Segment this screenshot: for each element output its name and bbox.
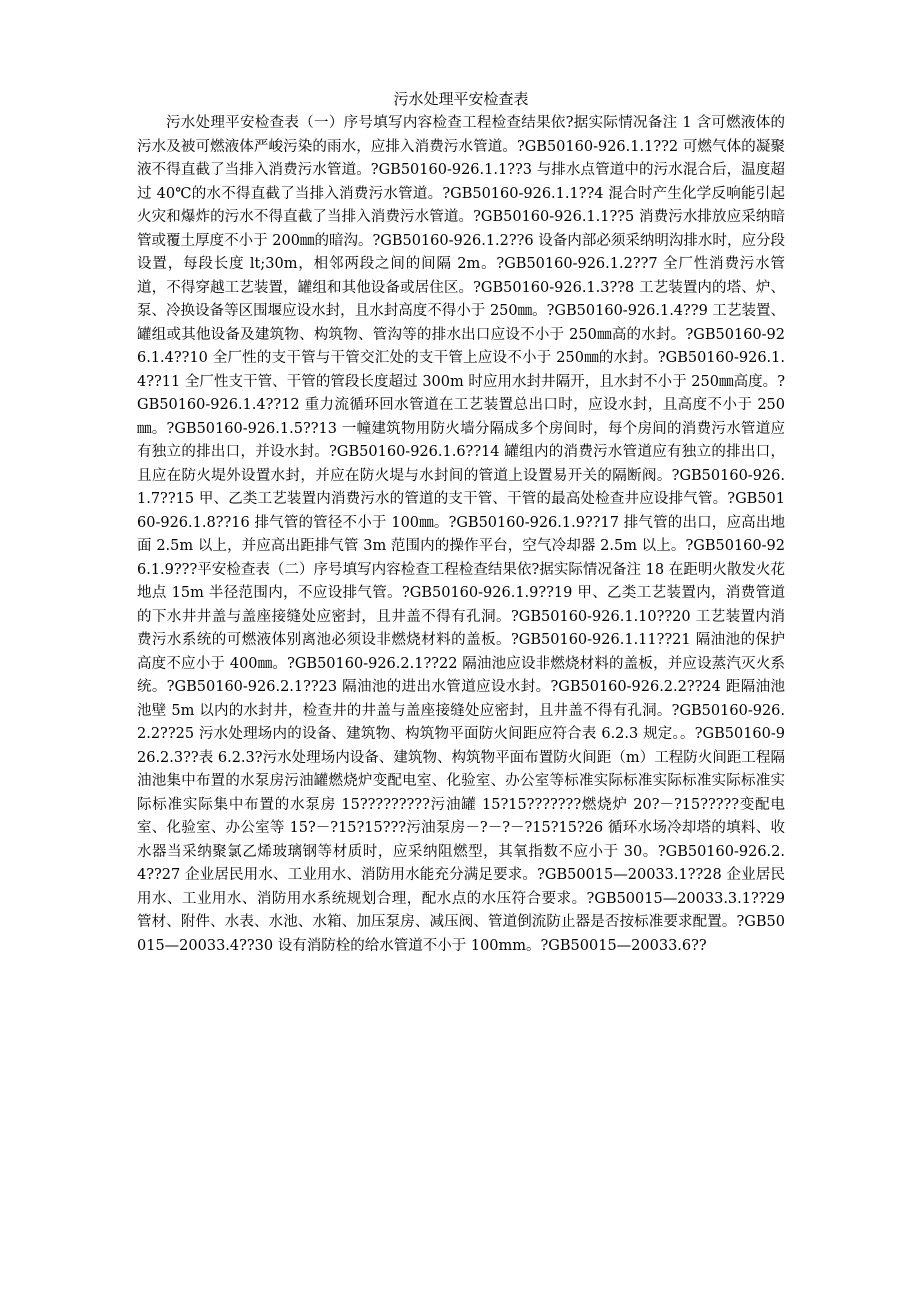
document-page (137, 88, 785, 958)
document-title: 污水处理平安检查表 (393, 90, 529, 108)
document-body-paragraph: 污水处理平安检查表（一）序号填写内容检查工程检查结果依?据实际情况备注 1 含可燃液体的污水及被可燃液体严峻污染的雨水，应排入消费污水管道。?GB50160-926.1.1??2 可燃气体的凝聚液不得直截了当排入消费污水管道。?GB50160-926.1.1??3 与排水点管道中的污水混合后，温度超过 40℃的水不得直截了当排入消费污水管道。?GB50160-926.1.1??4 混合时产生化学反响能引起火灾和爆炸的污水不得直截了当排入消费污水管道。?GB50160-926.1.1??5 消费污水排放应采纳暗管或覆土厚度不小于 200㎜的暗沟。?GB50160-926.1.2??6 设备内部必须采纳明沟排水时，应分段设置，每段长度 lt;30m，相邻两段之间的间隔 2m。?GB50160-926.1.2??7 全厂性消费污水管道，不得穿越工艺装置，罐组和其他设备或居住区。?GB50160-926.1.3??8 工艺装置内的塔、炉、泵、冷换设备等区围堰应设水封，且水封高度不得小于 250㎜。?GB50160-926.1.4??9 工艺装置、罐组或其他设备及建筑物、构筑物、管沟等的排水出口应设不小于 250㎜高的水封。?GB50160-926.1.4??10 全厂性的支干管与干管交汇处的支干管上应设不小于 250㎜的水封。?GB50160-926.1.4??11 全厂性支干管、干管的管段长度超过 300m 时应用水封井隔开，且水封不小于 250㎜高度。?GB50160-926.1.4??12 重力流循环回水管道在工艺装置总出口时，应设水封，且高度不小于 250㎜。?GB50160-926.1.5??13 一幢建筑物用防火墙分隔成多个房间时，每个房间的消费污水管道应有独立的排出口，并设水封。?GB50160-926.1.6??14 罐组内的消费污水管道应有独立的排出口，且应在防火堤外设置水封，并应在防火堤与水封间的管道上设置易开关的隔断阀。?GB50160-926.1.7??15 甲、乙类工艺装置内消费污水的管道的支干管、干管的最高处检查井应设排气管。?GB50160-926.1.8??16 排气管的管径不小于 100㎜。?GB50160-926.1.9??17 排气管的出口，应高出地面 2.5m 以上，并应高出距排气管 3m 范围内的操作平台，空气冷却器 2.5m 以上。?GB50160-926.1.9???平安检查表（二）序号填写内容检查工程检查结果依?据实际情况备注 18 在距明火散发火花地点 15m 半径范围内，不应设排气管。?GB50160-926.1.9??19 甲、乙类工艺装置内，消费管道的下水井井盖与盖座接缝处应密封，且井盖不得有孔洞。?GB50160-926.1.10??20 工艺装置内消费污水系统的可燃液体别离池必须设非燃烧材料的盖板。?GB50160-926.1.11??21 隔油池的保护高度不应小于 400㎜。?GB50160-926.2.1??22 隔油池应设非燃烧材料的盖板，并应设蒸汽灭火系统。?GB50160-926.2.1??23 隔油池的进出水管道应设水封。?GB50160-926.2.2??24 距隔油池池壁 5m 以内的水封井，检查井的井盖与盖座接缝处应密封，且井盖不得有孔洞。?GB50160-926.2.2??25 污水处理场内的设备、建筑物、构筑物平面防火间距应符合表 6.2.3 规定。。?GB50160-926.2.3??表 6.2.3?污水处理场内设备、建筑物、构筑物平面布置防火间距（m）工程防火间距工程隔油池集中布置的水泵房污油罐燃烧炉变配电室、化验室、办公室等标准实际标准实际标准实际标准实际标准实际集中布置的水泵房 15?????????污油罐 15?15???????燃烧炉 20?－?15?????变配电室、化验室、办公室等 15?－?15?15???污油泵房－?－?－?15?15?26 循环水场冷却塔的填料、收水器当采纳聚氯乙烯玻璃钢等材质时，应采纳阻燃型，其氧指数不应小于 30。?GB50160-926.2.4??27 企业居民用水、工业用水、消防用水能充分满足要求。?GB50015—20033.1??28 企业居民用水、工业用水、消防用水系统规划合理，配水点的水压符合要求。?GB50015—20033.3.1??29 管材、附件、水表、水池、水箱、加压泵房、减压阀、管道倒流防止器是否按标准要求配置。?GB50015—20033.4??30 设有消防栓的给水管道不小于 100mm。?GB50015—20033.6?? (137, 115, 785, 954)
